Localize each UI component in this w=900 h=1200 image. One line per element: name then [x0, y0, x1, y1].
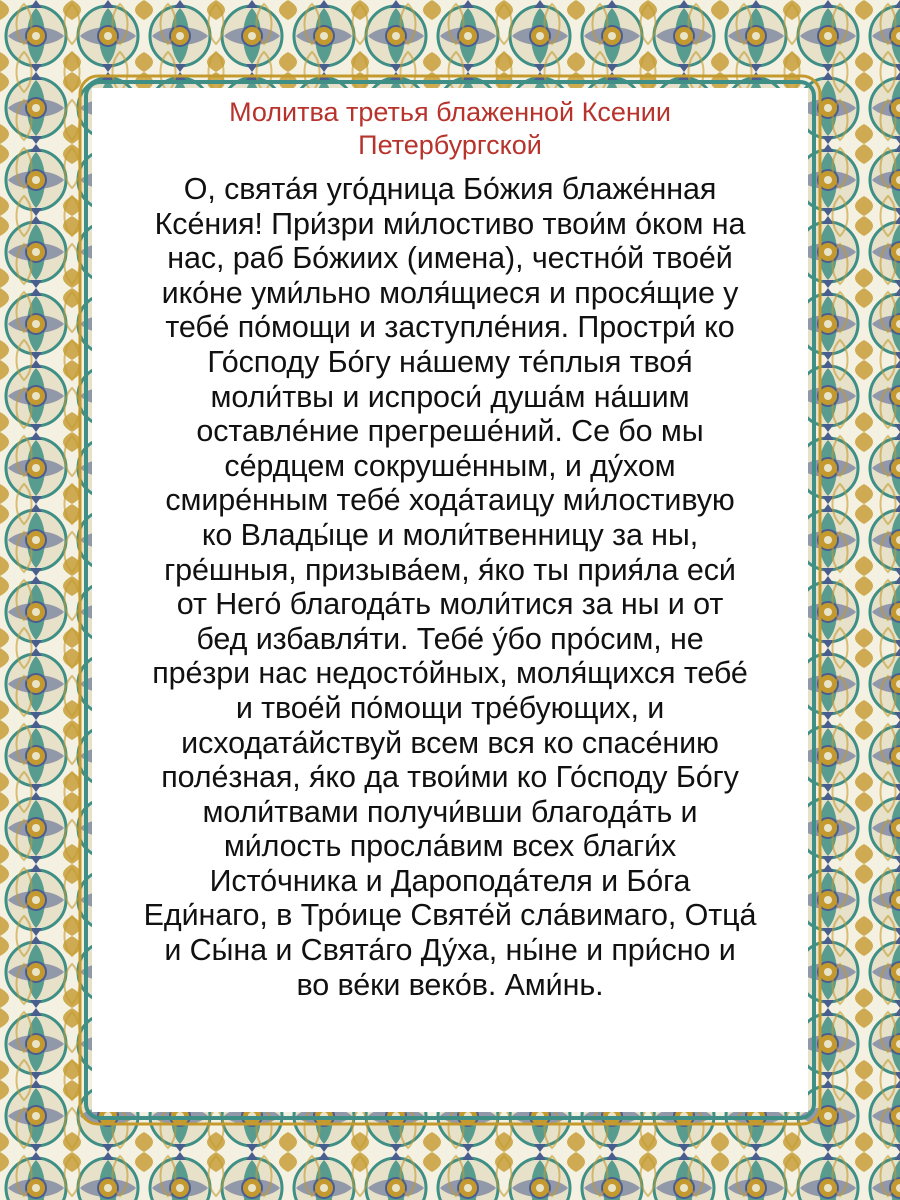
prayer-panel [92, 88, 808, 1112]
prayer-body: О, свята́я уго́дница Бо́жия блаже́нная Ксе́ния! При́зри ми́лостиво твои́м о́ком на нас, раб Бо́жиих (имена), честно́й твое́й ико́не уми́льно моля́щиеся и прося́щие у тебе́ по́мощи и заступле́ния. Простри́ ко Го́споду Бо́гу на́шему те́плыя твоя́ моли́твы и испроси́ душа́м на́шим оставле́ние прегреше́ний. Се бо мы се́рдцем сокруше́нным, и ду́хом смире́нным тебе́ хода́таицу ми́лостивую ко Влады́це и моли́твенницу за ны, гре́шныя, призыва́ем, я́ко ты прия́ла еси́ от Него́ благода́ть моли́тися за ны и от бед избавля́ти. Тебе́ у́бо про́сим, не пре́зри нас недосто́йных, моля́щихся тебе́ и твое́й по́мощи тре́бующих, и исходата́йствуй всем вся ко спасе́нию поле́зная, я́ко да твои́ми ко Го́споду Бо́гу моли́твами получи́вши благода́ть и ми́лость просла́вим всех благи́х Исто́чника и Дароподá́теля и Бо́га Еди́наго, в Тро́ице Святе́й сла́вимаго, Отца́ и Сы́на и Свята́го Ду́ха, ны́не и при́сно и во ве́ки веко́в. Ами́нь. [143, 172, 757, 1002]
prayer-title [112, 96, 788, 162]
title-line-1: Молитва третья блаженной Ксении [229, 97, 671, 127]
title-line-2: Петербургской [358, 130, 542, 160]
